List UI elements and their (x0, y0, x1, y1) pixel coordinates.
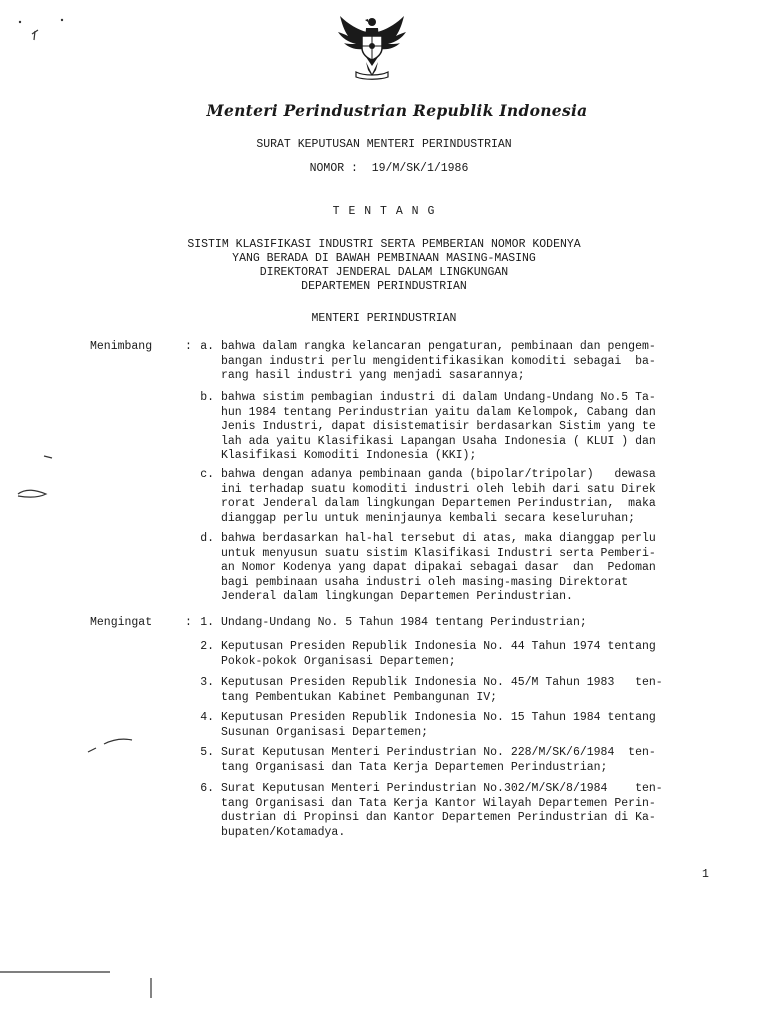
about-heading: T E N T A N G (332, 205, 436, 218)
item-mark: d. (200, 532, 214, 545)
item-mark: 2. (200, 640, 214, 653)
item-mark: 1. (200, 616, 214, 629)
menimbang-item-b: bahwa sistim pembagian industri di dalam Undang-Undang No.5 Ta- hun 1984 tentang Perindustrian yaitu dalam Kelompok, Cabang dan Jenis Industri, dapat disistematisir berdasarkan Sistim yang te lah ada yaitu Klasifikasi Lapangan Usaha Indonesia ( KLUI ) dan Klasifikasi Komoditi Indonesia (KKI); (221, 391, 656, 463)
mengingat-item-1: Undang-Undang No. 5 Tahun 1984 tentang Perindustrian; (221, 616, 587, 629)
mengingat-item-5: Surat Keputusan Menteri Perindustrian No. 228/M/SK/6/1984 ten- tang Organisasi dan Tata Kerja Departemen Perindustrian; (221, 746, 656, 774)
item-mark: 5. (200, 746, 214, 759)
subject-line: DEPARTEMEN PERINDUSTRIAN (301, 280, 467, 293)
menimbang-item-a: bahwa dalam rangka kelancaran pengaturan, pembinaan dan pengem- bangan industri perlu mengidentifikasikan komoditi sebagai ba- rang hasil industri yang menjadi sasarannya; (221, 340, 656, 383)
page-number: 1 (702, 868, 709, 881)
mengingat-item-3: Keputusan Presiden Republik Indonesia No. 45/M Tahun 1983 ten- tang Pembentukan Kabinet Pembangunan IV; (221, 676, 663, 704)
item-mark: 6. (200, 782, 214, 795)
item-mark: a. (200, 340, 214, 353)
item-mark: 3. (200, 676, 214, 689)
colon: : (185, 340, 192, 353)
mengingat-label: Mengingat (90, 616, 153, 629)
menimbang-item-d: bahwa berdasarkan hal-hal tersebut di atas, maka dianggap perlu untuk menyusun suatu sistim Klasifikasi Industri serta Pemberi- an Nomor Kodenya yang dapat dipakai sebagai dasar dan Pedoman bagi pembinaan usaha industri oleh masing-masing Direktorat Jenderal dalam lingkungan Departemen Perindustrian. (221, 532, 656, 604)
item-mark: b. (200, 391, 214, 404)
minister-heading: MENTERI PERINDUSTRIAN (311, 312, 457, 325)
mengingat-item-4: Keputusan Presiden Republik Indonesia No. 15 Tahun 1984 tentang Susunan Organisasi Departemen; (221, 711, 656, 739)
subject-line: SISTIM KLASIFIKASI INDUSTRI SERTA PEMBERIAN NOMOR KODENYA (187, 238, 581, 251)
menimbang-label: Menimbang (90, 340, 153, 353)
mengingat-item-6: Surat Keputusan Menteri Perindustrian No.302/M/SK/8/1984 ten- tang Organisasi dan Tata Kerja Kantor Wilayah Departemen Perin- dustrian di Propinsi dan Kantor Departemen Perindustrian di Ka- bupaten/Kotamadya. (221, 782, 663, 839)
subject-line: DIREKTORAT JENDERAL DALAM LINGKUNGAN (259, 266, 509, 279)
item-mark: c. (200, 468, 214, 481)
decree-number: NOMOR : 19/M/SK/1/1986 (309, 162, 469, 175)
letterhead-title: Menteri Perindustrian Republik Indonesia (206, 101, 588, 120)
menimbang-item-c: bahwa dengan adanya pembinaan ganda (bipolar/tripolar) dewasa ini terhadap suatu komoditi industri oleh lebih dari satu Direk rorat Jenderal dalam lingkungan Departemen Perindustrian, maka dianggap perlu untuk meninjaunya kembali secara keseluruhan; (221, 468, 656, 525)
colon: : (185, 616, 192, 629)
mengingat-item-2: Keputusan Presiden Republik Indonesia No. 44 Tahun 1974 tentang Pokok-pokok Organisasi Departemen; (221, 640, 656, 668)
decree-title: SURAT KEPUTUSAN MENTERI PERINDUSTRIAN (256, 138, 512, 151)
item-mark: 4. (200, 711, 214, 724)
subject-line: YANG BERADA DI BAWAH PEMBINAAN MASING-MASING (232, 252, 536, 265)
